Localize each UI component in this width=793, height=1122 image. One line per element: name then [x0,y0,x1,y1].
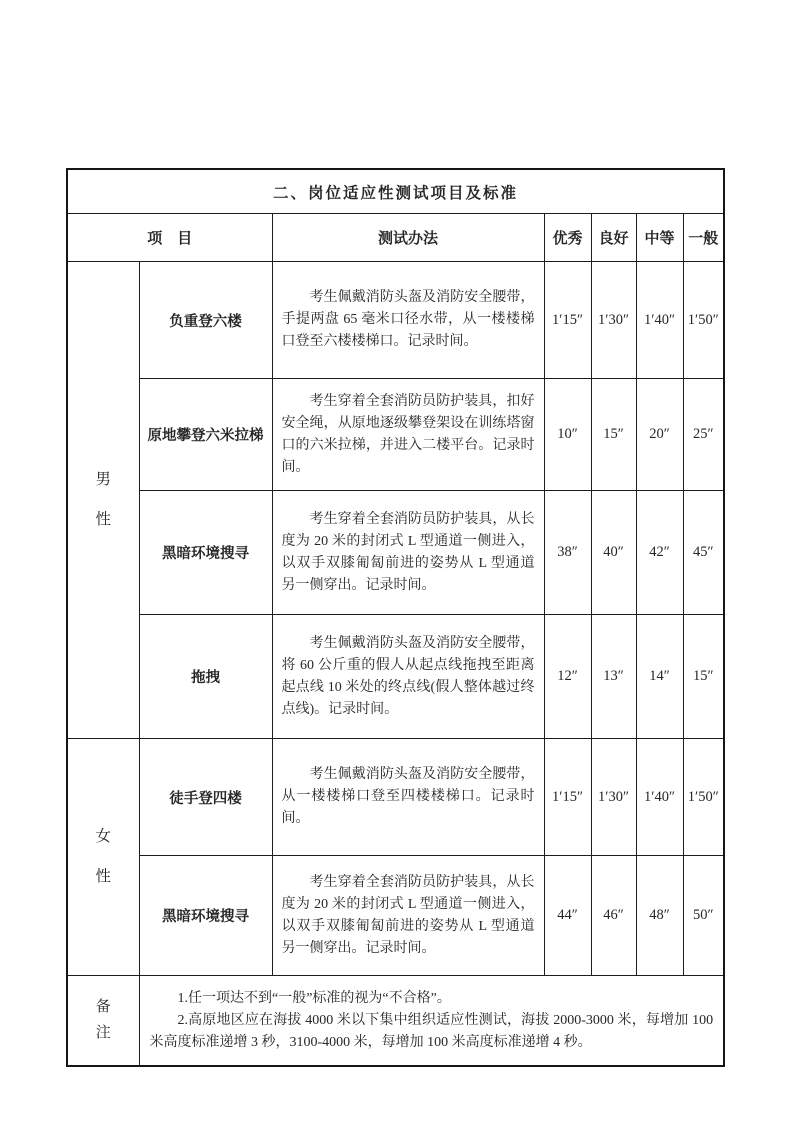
score-good: 40″ [591,491,636,615]
item-name: 黑暗环境搜寻 [139,856,272,976]
header-row [67,214,724,262]
table-row-male-4 [67,615,724,739]
score-good: 15″ [591,379,636,491]
score-general: 15″ [683,615,724,739]
score-medium: 20″ [636,379,683,491]
score-general: 50″ [683,856,724,976]
header-grade-good: 良好 [591,214,636,262]
score-general: 45″ [683,491,724,615]
score-excellent: 1′15″ [544,262,591,379]
header-grade-general: 一般 [683,214,724,262]
score-excellent: 12″ [544,615,591,739]
method-cell [272,856,544,976]
score-general: 1′50″ [683,262,724,379]
score-excellent: 38″ [544,491,591,615]
item-name: 黑暗环境搜寻 [139,491,272,615]
score-excellent: 1′15″ [544,739,591,856]
score-excellent: 44″ [544,856,591,976]
method-cell [272,615,544,739]
method-text: 考生佩戴消防头盔及消防安全腰带，将 60 公斤重的假人从起点线拖拽至距离起点线 10 米处的终点线(假人整体越过终点线)。记录时间。 [281,635,535,717]
item-name: 原地攀登六米拉梯 [139,379,272,491]
item-name: 负重登六楼 [139,262,272,379]
method-text: 考生穿着全套消防员防护装具，扣好安全绳，从原地逐级攀登架设在训练塔窗口的六米拉梯，并进入二楼平台。记录时间。 [281,393,535,475]
method-cell [272,491,544,615]
table-row-female-2 [67,856,724,976]
test-standards-table [66,168,725,1067]
notes-label-text: 备注 [95,999,111,1041]
method-text: 考生佩戴消防头盔及消防安全腰带，手提两盘 65 毫米口径水带，从一楼楼梯口登至六楼楼梯口。记录时间。 [281,290,535,349]
score-medium: 42″ [636,491,683,615]
notes-row [67,976,724,1067]
group-label-female [67,739,139,976]
header-grade-medium: 中等 [636,214,683,262]
method-cell [272,379,544,491]
notes-label [67,976,139,1067]
score-general: 25″ [683,379,724,491]
score-excellent: 10″ [544,379,591,491]
score-good: 1′30″ [591,739,636,856]
method-cell [272,739,544,856]
score-medium: 14″ [636,615,683,739]
score-good: 13″ [591,615,636,739]
method-cell [272,262,544,379]
item-name: 徒手登四楼 [139,739,272,856]
method-text: 考生佩戴消防头盔及消防安全腰带，从一楼楼梯口登至四楼楼梯口。记录时间。 [281,767,535,826]
notes-cell [139,976,724,1067]
title-row [67,169,724,214]
group-label-male [67,262,139,739]
table-row-male-3 [67,491,724,615]
table-row-male-1 [67,262,724,379]
score-general: 1′50″ [683,739,724,856]
method-text: 考生穿着全套消防员防护装具，从长度为 20 米的封闭式 L 型通道一侧进入，以双手双膝匍匐前进的姿势从 L 型通道另一侧穿出。记录时间。 [281,874,535,956]
score-medium: 48″ [636,856,683,976]
header-item: 项 目 [67,214,272,262]
group-label-male-text: 男性 [95,470,111,528]
note-line-2: 2.高原地区应在海拔 4000 米以下集中组织适应性测试，海拔 2000-3000 米，每增加 100 米高度标准递增 3 秒，3100-4000 米，每增加 100 米高度标准递增 4 秒。 [149,1012,714,1050]
score-good: 1′30″ [591,262,636,379]
header-grade-excellent: 优秀 [544,214,591,262]
note-line-1: 1.任一项达不到“一般”标准的视为“不合格”。 [177,990,451,1006]
table-row-male-2 [67,379,724,491]
score-good: 46″ [591,856,636,976]
group-label-female-text: 女性 [95,827,111,885]
method-text: 考生穿着全套消防员防护装具，从长度为 20 米的封闭式 L 型通道一侧进入，以双手双膝匍匐前进的姿势从 L 型通道另一侧穿出。记录时间。 [281,511,535,593]
item-name: 拖拽 [139,615,272,739]
score-medium: 1′40″ [636,262,683,379]
header-method: 测试办法 [272,214,544,262]
score-medium: 1′40″ [636,739,683,856]
table-title: 二、岗位适应性测试项目及标准 [67,169,724,214]
table-row-female-1 [67,739,724,856]
